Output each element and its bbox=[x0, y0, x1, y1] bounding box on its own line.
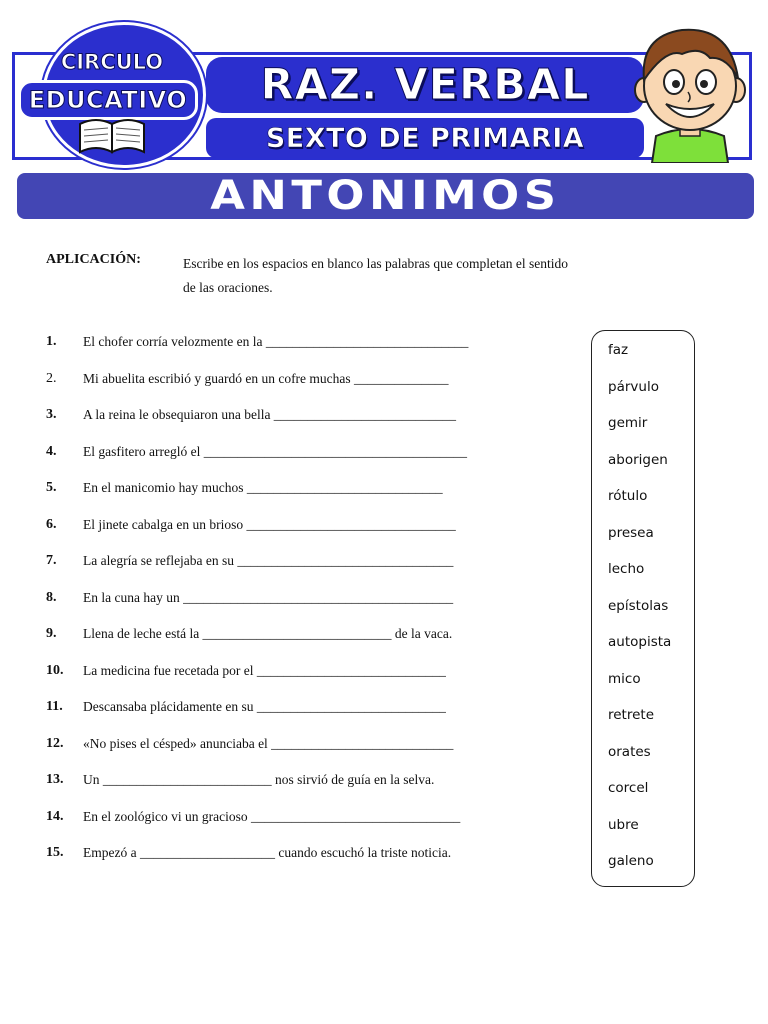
sentence-number: 6. bbox=[46, 517, 57, 532]
word-bank-item: presea bbox=[608, 525, 654, 541]
sentence-text[interactable]: El chofer corría velozmente en la ______________________________ bbox=[83, 334, 469, 349]
word-bank-item: gemir bbox=[608, 415, 648, 431]
page-subtitle: SEXTO DE PRIMARIA bbox=[265, 122, 585, 154]
sentence-text[interactable]: El jinete cabalga en un brioso _______________________________ bbox=[83, 517, 456, 532]
word-bank-item: galeno bbox=[608, 853, 654, 869]
sentence-item bbox=[46, 444, 566, 464]
sentence-text[interactable]: El gasfitero arregló el _______________________________________ bbox=[83, 444, 467, 459]
sentence-text[interactable]: La medicina fue recetada por el ____________________________ bbox=[83, 663, 446, 678]
sentence-number: 12. bbox=[46, 736, 64, 751]
sentence-number: 4. bbox=[46, 444, 57, 459]
book-icon bbox=[76, 114, 148, 156]
instructions-line-1: Escribe en los espacios en blanco las palabras que completan el sentido bbox=[183, 256, 568, 271]
logo-top-text: CIRCULO bbox=[60, 50, 164, 74]
application-label: APLICACIÓN: bbox=[46, 252, 141, 267]
sentence-item bbox=[46, 553, 566, 573]
word-bank-item: ubre bbox=[608, 817, 639, 833]
word-bank-item: mico bbox=[608, 671, 641, 687]
sentence-item bbox=[46, 809, 566, 829]
logo-bottom-text: EDUCATIVO bbox=[28, 86, 188, 114]
sentence-text[interactable]: En el manicomio hay muchos _____________________________ bbox=[83, 480, 443, 495]
sentence-number: 9. bbox=[46, 626, 57, 641]
sentence-text[interactable]: Descansaba plácidamente en su ____________________________ bbox=[83, 699, 446, 714]
word-bank-item: orates bbox=[608, 744, 651, 760]
sentence-number: 8. bbox=[46, 590, 57, 605]
sentence-number: 7. bbox=[46, 553, 57, 568]
word-bank-item: faz bbox=[608, 342, 629, 358]
sentence-item bbox=[46, 772, 566, 792]
sentence-number: 13. bbox=[46, 772, 64, 787]
subtitle-bar bbox=[206, 118, 644, 158]
word-bank-item: epístolas bbox=[608, 598, 669, 614]
word-bank-item: rótulo bbox=[608, 488, 648, 504]
sentence-item bbox=[46, 371, 566, 391]
title-bar bbox=[206, 57, 644, 113]
sentence-text[interactable]: A la reina le obsequiaron una bella ___________________________ bbox=[83, 407, 457, 422]
sentence-text[interactable]: En el zoológico vi un gracioso _______________________________ bbox=[83, 809, 461, 824]
sentence-number: 3. bbox=[46, 407, 57, 422]
banner-title: ANTONIMOS bbox=[210, 173, 561, 219]
sentence-item bbox=[46, 699, 566, 719]
sentence-text[interactable]: En la cuna hay un ________________________________________ bbox=[83, 590, 454, 605]
word-bank-box bbox=[591, 330, 695, 887]
word-bank-item: corcel bbox=[608, 780, 649, 796]
antonimos-banner bbox=[17, 173, 754, 219]
sentence-item bbox=[46, 663, 566, 683]
sentence-item bbox=[46, 407, 566, 427]
sentence-number: 5. bbox=[46, 480, 57, 495]
sentence-item bbox=[46, 626, 566, 646]
sentence-text[interactable]: Un _________________________ nos sirvió de guía en la selva. bbox=[83, 772, 435, 787]
sentence-item bbox=[46, 517, 566, 537]
word-bank-item: retrete bbox=[608, 707, 655, 723]
sentence-number: 1. bbox=[46, 334, 57, 349]
word-bank-item: aborigen bbox=[608, 452, 668, 468]
sentence-item bbox=[46, 480, 566, 500]
sentence-number: 14. bbox=[46, 809, 64, 824]
instructions-line-2: de las oraciones. bbox=[183, 280, 273, 295]
sentence-number: 15. bbox=[46, 845, 64, 860]
sentence-text[interactable]: La alegría se reflejaba en su ________________________________ bbox=[83, 553, 454, 568]
sentence-number: 2. bbox=[46, 371, 57, 386]
sentence-text[interactable]: «No pises el césped» anunciaba el ___________________________ bbox=[83, 736, 454, 751]
sentence-number: 11. bbox=[46, 699, 63, 714]
sentence-item bbox=[46, 590, 566, 610]
boy-mascot-icon bbox=[630, 18, 750, 163]
sentence-item bbox=[46, 334, 566, 354]
sentence-item bbox=[46, 845, 566, 865]
instructions-text bbox=[183, 252, 663, 300]
sentence-text[interactable]: Empezó a ____________________ cuando escuchó la triste noticia. bbox=[83, 845, 452, 860]
sentence-item bbox=[46, 736, 566, 756]
word-bank-item: lecho bbox=[608, 561, 645, 577]
sentence-number: 10. bbox=[46, 663, 64, 678]
page-title: RAZ. VERBAL bbox=[260, 60, 590, 110]
word-bank-item: autopista bbox=[608, 634, 672, 650]
word-bank-item: párvulo bbox=[608, 379, 659, 395]
sentence-text[interactable]: Mi abuelita escribió y guardó en un cofre muchas ______________ bbox=[83, 371, 449, 386]
sentence-text[interactable]: Llena de leche está la ____________________________ de la vaca. bbox=[83, 626, 453, 641]
